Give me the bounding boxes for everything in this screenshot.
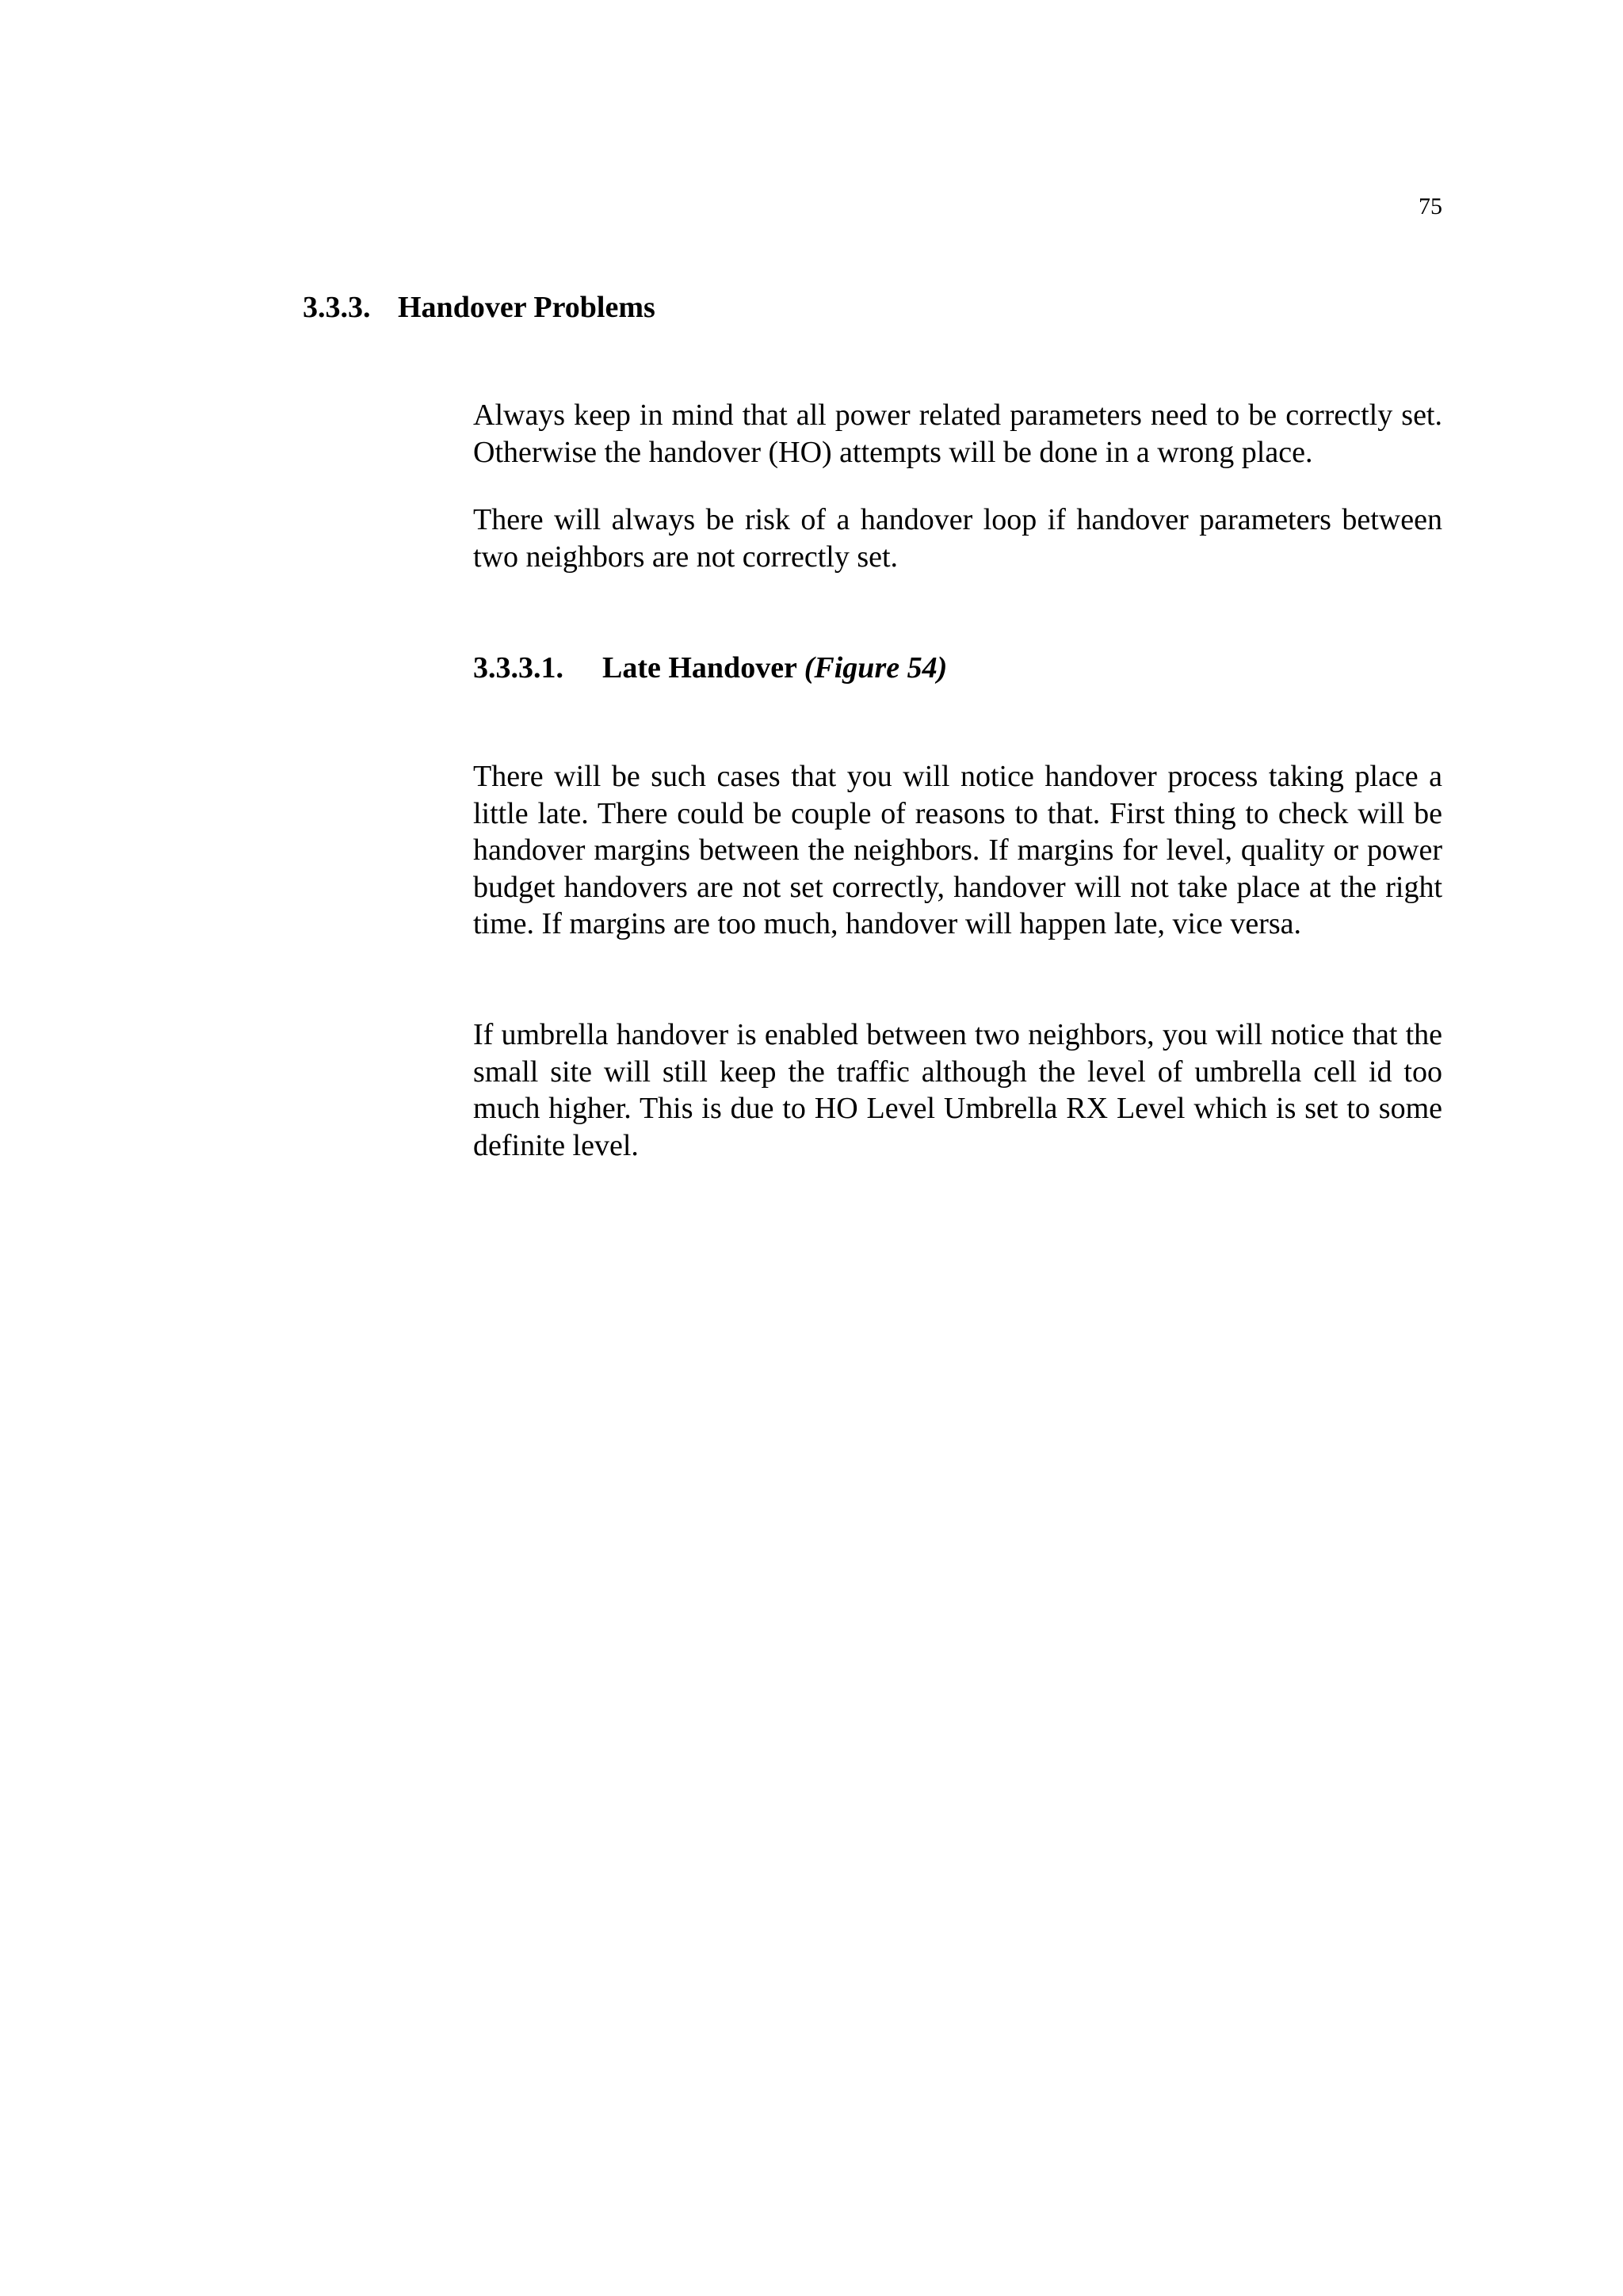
section-heading bbox=[303, 289, 655, 326]
subsection-number: 3.3.3.1. bbox=[473, 651, 563, 685]
paragraph-power-parameters: Always keep in mind that all power related parameters need to be correctly set. Otherwise the handover (HO) attempts will be done in a wrong place. bbox=[473, 399, 1442, 469]
subsection-title: Late Handover bbox=[602, 651, 797, 685]
paragraph-handover-loop: There will always be risk of a handover loop if handover parameters between two neighbors are not correctly set. bbox=[473, 503, 1442, 574]
section-number: 3.3.3. bbox=[303, 291, 371, 324]
subsection-heading bbox=[473, 650, 947, 686]
page-number: 75 bbox=[1419, 193, 1442, 219]
section-title: Handover Problems bbox=[398, 291, 655, 324]
figure-reference: (Figure 54) bbox=[804, 651, 948, 685]
paragraph-umbrella-handover: If umbrella handover is enabled between two neighbors, you will notice that the small site will still keep the traffic although the level of umbrella cell id too much higher. This is due to HO Level Umbrella RX Level which is set to some definite level. bbox=[473, 1018, 1442, 1162]
paragraph-late-handover: There will be such cases that you will notice handover process taking place a little late. There could be couple of reasons to that. First thing to check will be handover margins between the neighbors. If margins for level, quality or power budget handovers are not set correctly, handover will not take place at the right time. If margins are too much, handover will happen late, vice versa. bbox=[473, 760, 1442, 940]
